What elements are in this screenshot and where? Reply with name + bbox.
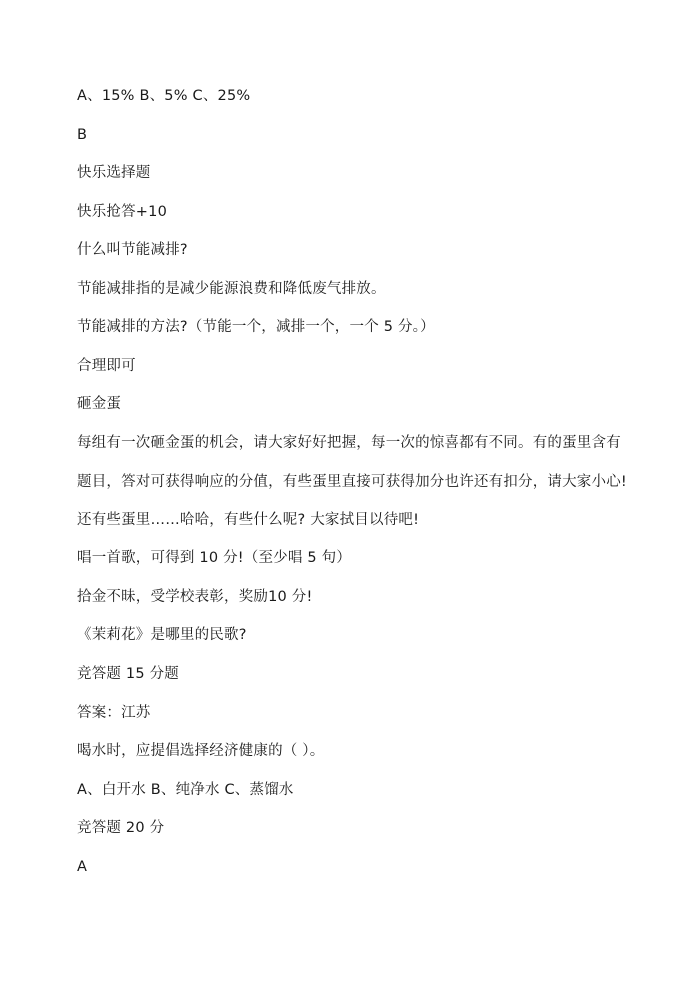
text-line-reasonable: 合理即可	[77, 358, 136, 374]
text-line-answer-b: B	[77, 127, 88, 143]
text-line-options-percent: A、15% B、5% C、25%	[77, 88, 251, 104]
text-line-answer-jiangsu: 答案：江苏	[77, 705, 151, 721]
text-line-answer-a: A	[77, 859, 88, 875]
text-line-egg-rules-1: 每组有一次砸金蛋的机会，请大家好好把握，每一次的惊喜都有不同。有的蛋里含有	[77, 435, 621, 451]
text-line-options-water: A、白开水 B、纯净水 C、蒸馏水	[77, 782, 294, 798]
text-line-egg-rules-2: 题目，答对可获得响应的分值，有些蛋里直接可获得加分也许还有扣分，请大家小心!	[77, 474, 627, 490]
text-line-section-happy-choice: 快乐选择题	[77, 165, 151, 181]
text-line-question-energy: 什么叫节能减排?	[77, 242, 188, 258]
text-line-question-water: 喝水时，应提倡选择经济健康的（ ）。	[77, 743, 325, 759]
text-line-contest-20: 竞答题 20 分	[77, 820, 165, 836]
text-line-answer-energy: 节能减排指的是减少能源浪费和降低废气排放。	[77, 281, 386, 297]
text-line-honesty-reward: 拾金不昧，受学校表彰，奖励10 分!	[77, 589, 313, 605]
text-line-egg-rules-3: 还有些蛋里……哈哈，有些什么呢? 大家拭目以待吧!	[77, 512, 420, 528]
text-line-contest-15: 竞答题 15 分题	[77, 666, 179, 682]
text-line-sing-song: 唱一首歌，可得到 10 分!（至少唱 5 句）	[77, 550, 352, 566]
text-line-section-golden-egg: 砸金蛋	[77, 396, 122, 412]
text-line-question-methods: 节能减排的方法?（节能一个，减排一个，一个 5 分。）	[77, 319, 435, 335]
text-line-question-jasmine: 《茉莉花》是哪里的民歌?	[77, 627, 247, 643]
text-line-happy-quick-answer: 快乐抢答+10	[77, 204, 167, 220]
